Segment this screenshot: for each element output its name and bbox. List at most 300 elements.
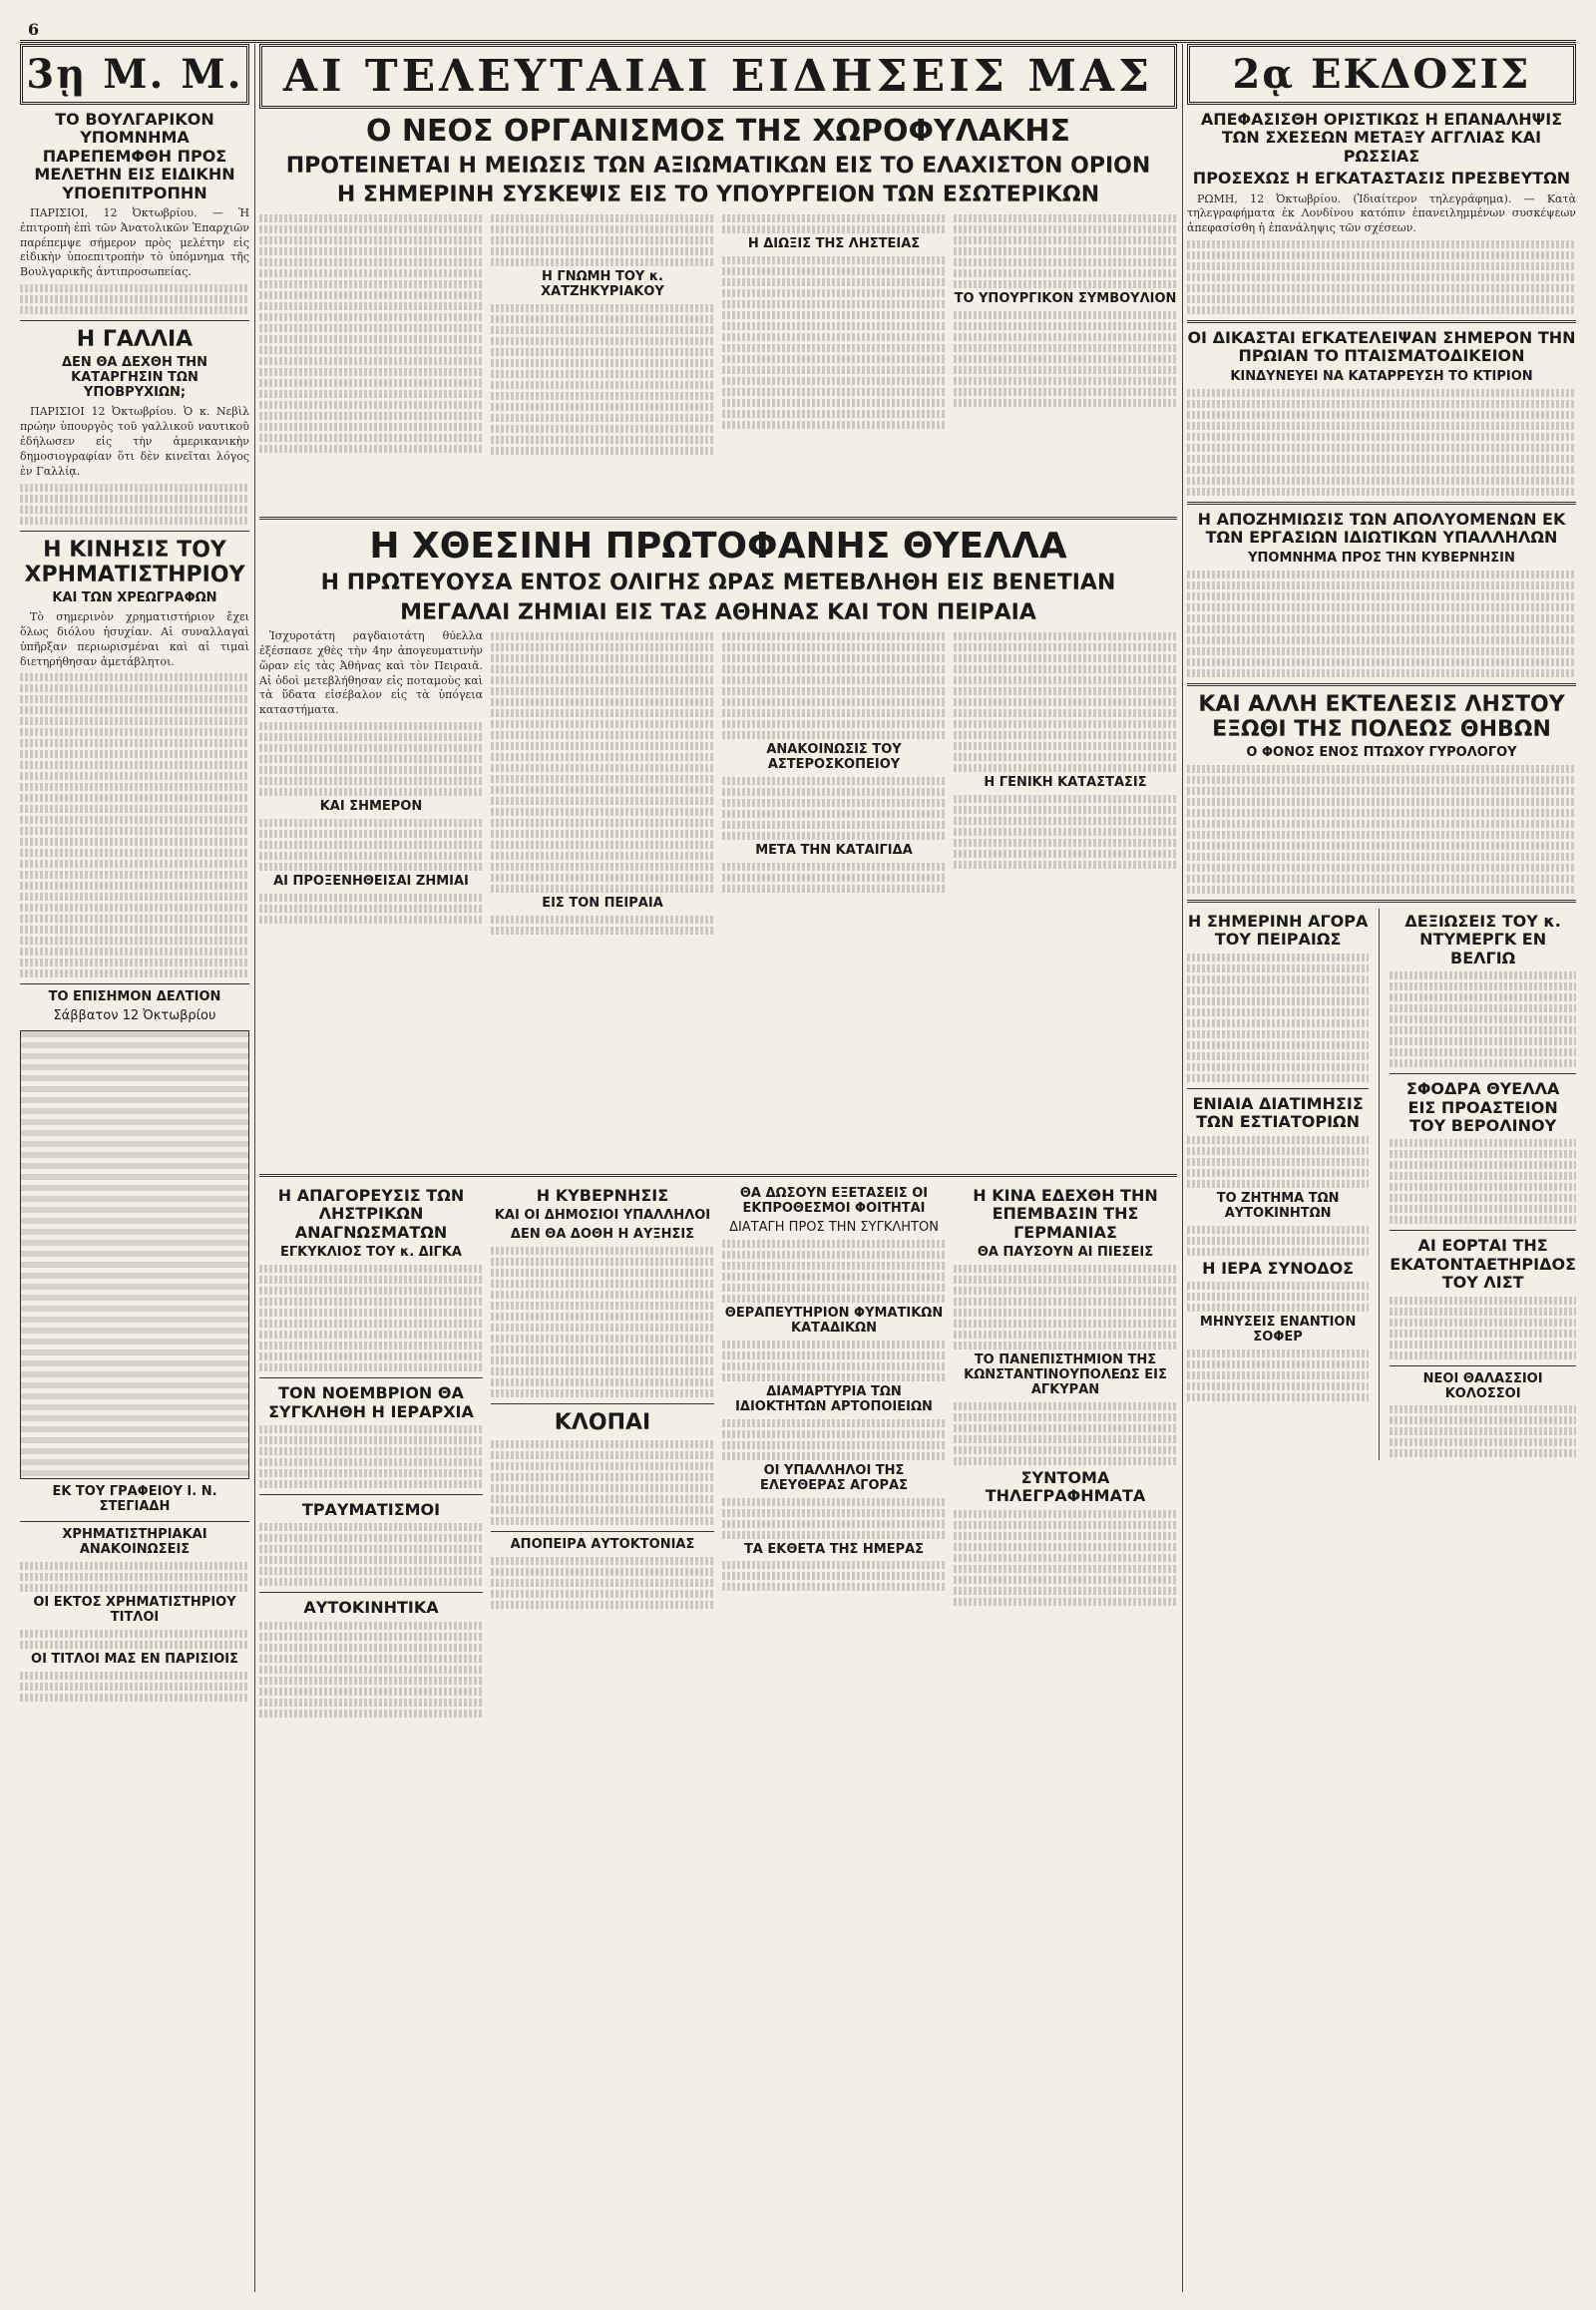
section-subhead: Η ΔΙΩΞΙΣ ΤΗΣ ΛΗΣΤΕΙΑΣ bbox=[747, 236, 921, 252]
text-line bbox=[1187, 1019, 1369, 1027]
article-subheadline: ΔΕΝ ΘΑ ΔΟΘΗ Η ΑΥΞΗΣΙΣ bbox=[510, 1227, 695, 1243]
text-line bbox=[491, 1367, 714, 1375]
text-line bbox=[20, 1641, 249, 1649]
text-line bbox=[259, 302, 483, 310]
text-line bbox=[259, 863, 483, 871]
text-line bbox=[722, 1273, 946, 1281]
text-line bbox=[1390, 1059, 1576, 1067]
text-line bbox=[722, 1441, 946, 1449]
text-line bbox=[20, 506, 249, 514]
text-line bbox=[20, 706, 249, 714]
text-line bbox=[1187, 581, 1576, 589]
text-line bbox=[1187, 647, 1576, 655]
article-headline: ΚΑΙ ΑΛΛΗ ΕΚΤΕΛΕΣΙΣ ΛΗΣΤΟΥ ΕΞΩΘΙ ΤΗΣ ΠΟΛΕΩΣ ΘΗΒΩΝ bbox=[1198, 691, 1565, 742]
section-subhead: Η ΓΝΩΜΗ ΤΟΥ κ. ΧΑΤΖΗΚΥΡΙΑΚΟΥ bbox=[541, 269, 664, 300]
text-line bbox=[1187, 820, 1576, 828]
text-line bbox=[1187, 658, 1576, 666]
text-line bbox=[722, 225, 946, 233]
text-line bbox=[1390, 1048, 1576, 1056]
text-line bbox=[954, 795, 1177, 803]
text-line bbox=[722, 832, 946, 840]
text-line bbox=[954, 850, 1177, 858]
text-line bbox=[259, 852, 483, 860]
text-line bbox=[259, 1287, 483, 1295]
text-line bbox=[259, 1276, 483, 1284]
text-line bbox=[491, 1335, 714, 1343]
text-line bbox=[491, 698, 714, 706]
article-headline: ΑΥΤΟΚΙΝΗΤΙΚΑ bbox=[303, 1598, 439, 1618]
center-masthead: ΑΙ ΤΕΛΕΥΤΑΙΑΙ ΕΙΔΗΣΕΙΣ ΜΑΣ bbox=[259, 44, 1177, 109]
text-line bbox=[954, 1543, 1177, 1551]
text-line bbox=[1187, 603, 1576, 611]
text-line bbox=[722, 214, 946, 222]
text-line bbox=[722, 632, 946, 640]
text-line bbox=[722, 410, 946, 418]
text-line bbox=[1187, 776, 1576, 784]
text-line bbox=[722, 377, 946, 385]
text-line bbox=[491, 841, 714, 849]
text-line bbox=[259, 788, 483, 796]
text-line bbox=[722, 1430, 946, 1438]
storm-article-columns bbox=[259, 629, 1177, 1168]
text-line bbox=[491, 654, 714, 662]
text-line bbox=[1187, 284, 1576, 292]
text-line bbox=[1390, 1139, 1576, 1147]
left-column bbox=[20, 44, 249, 2292]
text-line bbox=[954, 731, 1177, 739]
text-line bbox=[259, 225, 483, 233]
text-line bbox=[722, 821, 946, 829]
text-line bbox=[259, 335, 483, 343]
text-line bbox=[954, 1598, 1177, 1606]
article-subheadline: ΔΕΝ ΘΑ ΔΕΧΘΗ ΤΗΝ ΚΑΤΑΡΓΗΣΙΝ ΤΩΝ ΥΠΟΒΡΥΧΙΩΝ; bbox=[61, 355, 208, 401]
left-masthead: 3ῃ Μ. Μ. bbox=[20, 44, 249, 105]
article-headline: ΤΟ ΒΟΥΛΓΑΡΙΚΟΝ ΥΠΟΜΝΗΜΑ ΠΑΡΕΠΕΜΦΘΗ ΠΡΟΣ ΜΕΛΕΤΗΝ ΕΙΣ ΕΙΔΙΚΗΝ ΥΠΟΕΠΙΤΡΟΠΗΝ bbox=[34, 110, 235, 202]
text-line bbox=[491, 786, 714, 794]
text-line bbox=[954, 764, 1177, 772]
text-line bbox=[491, 1291, 714, 1299]
text-line bbox=[722, 1284, 946, 1292]
text-line bbox=[259, 1699, 483, 1707]
text-line bbox=[259, 841, 483, 849]
text-line bbox=[722, 654, 946, 662]
text-line bbox=[1187, 864, 1576, 872]
text-line bbox=[491, 1568, 714, 1576]
text-line bbox=[491, 764, 714, 772]
text-line bbox=[20, 306, 249, 314]
text-line bbox=[491, 819, 714, 827]
text-line bbox=[954, 355, 1177, 363]
text-line bbox=[259, 1331, 483, 1339]
article-headline: Η ΑΠΑΓΟΡΕΥΣΙΣ ΤΩΝ ΛΗΣΤΡΙΚΩΝ ΑΝΑΓΝΩΣΜΑΤΩΝ bbox=[277, 1186, 465, 1242]
text-line bbox=[491, 1269, 714, 1277]
text-line bbox=[491, 225, 714, 233]
text-line bbox=[954, 806, 1177, 814]
text-line bbox=[722, 1240, 946, 1248]
text-line bbox=[20, 684, 249, 692]
text-line bbox=[1187, 886, 1576, 894]
text-line bbox=[491, 874, 714, 882]
text-line bbox=[954, 709, 1177, 717]
article-body: Τὸ σημερινὸν χρηματιστήριον ἔχει ὅλως διόλου ἡσυχίαν. Αἱ συναλλαγαὶ ὑπῆρξαν περιωρισμέναι καὶ αἱ τιμαὶ διετηρήθησαν ἀμετάβλητοι. bbox=[20, 610, 249, 668]
article-subheadline: ΚΑΙ ΟΙ ΔΗΜΟΣΙΟΙ ΥΠΑΛΛΗΛΟΙ bbox=[494, 1208, 711, 1224]
text-line bbox=[954, 753, 1177, 761]
article-headline: Η ΣΗΜΕΡΙΝΗ ΑΓΟΡΑ ΤΟΥ ΠΕΙΡΑΙΩΣ bbox=[1187, 912, 1369, 950]
text-line bbox=[722, 1498, 946, 1506]
text-line bbox=[20, 772, 249, 780]
text-line bbox=[491, 1484, 714, 1492]
text-line bbox=[954, 1424, 1177, 1432]
article-subheadline: ΔΙΑΤΑΓΗ ΠΡΟΣ ΤΗΝ ΣΥΓΚΛΗΤΟΝ bbox=[729, 1219, 939, 1235]
text-line bbox=[722, 1509, 946, 1517]
text-line bbox=[722, 676, 946, 684]
text-line bbox=[1390, 1015, 1576, 1023]
text-line bbox=[20, 969, 249, 977]
top-rule bbox=[20, 18, 1576, 43]
article-headline: ΟΙ ΔΙΚΑΣΤΑΙ ΕΓΚΑΤΕΛΕΙΨΑΝ ΣΗΜΕΡΟΝ ΤΗΝ ΠΡΩΙΑΝ ΤΟ ΠΤΑΙΣΜΑΤΟΔΙΚΕΙΟΝ bbox=[1187, 328, 1576, 366]
article-headline: ΧΡΗΜΑΤΙΣΤΗΡΙΑΚΑΙ ΑΝΑΚΟΙΝΩΣΕΙΣ bbox=[62, 1527, 207, 1558]
article-headline: ΤΟ ΠΑΝΕΠΙΣΤΗΜΙΟΝ ΤΗΣ ΚΩΝΣΤΑΝΤΙΝΟΥΠΟΛΕΩΣ ΕΙΣ ΑΓΚΥΡΑΝ bbox=[964, 1352, 1167, 1398]
text-line bbox=[722, 1520, 946, 1528]
text-line bbox=[1390, 1194, 1576, 1202]
text-line bbox=[259, 894, 483, 902]
text-line bbox=[722, 799, 946, 807]
text-line bbox=[491, 885, 714, 893]
text-line bbox=[491, 236, 714, 244]
text-line bbox=[491, 326, 714, 334]
text-line bbox=[491, 632, 714, 640]
text-line bbox=[1187, 1382, 1369, 1390]
text-line bbox=[1187, 1371, 1369, 1379]
text-line bbox=[259, 1644, 483, 1652]
text-line bbox=[1390, 982, 1576, 990]
text-line bbox=[722, 1419, 946, 1427]
text-line bbox=[1187, 669, 1576, 677]
article-subheadline: ΘΑ ΠΑΥΣΟΥΝ ΑΙ ΠΙΕΣΕΙΣ bbox=[977, 1245, 1154, 1261]
article-body: ΠΑΡΙΣΙΟΙ 12 Ὀκτωβρίου. Ὁ κ. Νεβὶλ πρώην ὑπουργὸς τοῦ γαλλικοῦ ναυτικοῦ ἐδήλωσεν εἰς τὴν ἀμερικανικὴν δημοσιογραφίαν ὅτι δὲν κινεῖται λόγος ἐν Γαλλίᾳ. bbox=[20, 405, 249, 478]
text-line bbox=[491, 830, 714, 838]
text-line bbox=[259, 269, 483, 277]
text-line bbox=[491, 676, 714, 684]
text-line bbox=[259, 722, 483, 730]
text-line bbox=[1187, 1052, 1369, 1060]
text-line bbox=[491, 775, 714, 783]
text-line bbox=[1187, 1147, 1369, 1155]
text-line bbox=[1187, 1136, 1369, 1144]
text-line bbox=[1187, 466, 1576, 474]
section-subhead: ΜΕΤΑ ΤΗΝ ΚΑΤΑΙΓΙΔΑ bbox=[755, 842, 913, 858]
text-line bbox=[20, 717, 249, 725]
text-line bbox=[1187, 964, 1369, 972]
text-line bbox=[20, 695, 249, 703]
text-line bbox=[491, 1517, 714, 1525]
table-title: ΤΟ ΕΠΙΣΗΜΟΝ ΔΕΛΤΙΟΝ bbox=[48, 989, 221, 1005]
text-line bbox=[954, 643, 1177, 651]
text-line bbox=[20, 893, 249, 901]
text-line bbox=[491, 1506, 714, 1514]
text-line bbox=[259, 755, 483, 763]
text-line bbox=[491, 1324, 714, 1332]
text-line bbox=[259, 1578, 483, 1586]
text-line bbox=[259, 1480, 483, 1488]
text-line bbox=[954, 1342, 1177, 1349]
text-line bbox=[20, 860, 249, 868]
text-line bbox=[1187, 997, 1369, 1005]
article-headline: ΔΕΞΙΩΣΕΙΣ ΤΟΥ κ. ΝΤΥΜΕΡΓΚ ΕΝ ΒΕΛΓΙΩ bbox=[1404, 912, 1561, 967]
text-line bbox=[954, 1402, 1177, 1410]
text-line bbox=[722, 1341, 946, 1348]
text-line bbox=[722, 322, 946, 330]
lead-headline: Ο ΝΕΟΣ ΟΡΓΑΝΙΣΜΟΣ ΤΗΣ ΧΩΡΟΦΥΛΑΚΗΣ bbox=[365, 114, 1070, 149]
text-line bbox=[954, 1587, 1177, 1595]
text-line bbox=[954, 388, 1177, 396]
text-line bbox=[491, 1302, 714, 1310]
article-headline: ΑΠΟΠΕΙΡΑ ΑΥΤΟΚΤΟΝΙΑΣ bbox=[510, 1536, 695, 1552]
article-headline: Η ΚΥΒΕΡΝΗΣΙΣ bbox=[536, 1186, 669, 1206]
text-line bbox=[954, 1457, 1177, 1465]
text-line bbox=[259, 1622, 483, 1630]
article-headline: ΘΕΡΑΠΕΥΤΗΡΙΟΝ ΦΥΜΑΤΙΚΩΝ ΚΑΤΑΔΙΚΩΝ bbox=[724, 1305, 944, 1336]
text-line bbox=[491, 1495, 714, 1503]
text-line bbox=[491, 337, 714, 345]
text-line bbox=[1187, 571, 1576, 578]
text-line bbox=[1187, 433, 1576, 441]
text-line bbox=[491, 863, 714, 871]
article-headline: ΑΠΕΦΑΣΙΣΘΗ ΟΡΙΣΤΙΚΩΣ Η ΕΠΑΝΑΛΗΨΙΣ ΤΩΝ ΣΧΕΣΕΩΝ ΜΕΤΑΞΥ ΑΓΓΛΙΑΣ ΚΑΙ ΡΩΣΣΙΑΣ bbox=[1200, 110, 1563, 166]
text-line bbox=[20, 761, 249, 769]
text-line bbox=[259, 346, 483, 354]
text-line bbox=[1390, 1427, 1576, 1435]
text-line bbox=[722, 709, 946, 717]
text-line bbox=[954, 311, 1177, 319]
text-line bbox=[722, 344, 946, 352]
text-line bbox=[20, 794, 249, 802]
text-line bbox=[954, 269, 1177, 277]
text-line bbox=[1187, 809, 1576, 817]
section-subhead: ΑΝΑΚΟΙΝΩΣΙΣ ΤΟΥ ΑΣΤΕΡΟΣΚΟΠΕΙΟΥ bbox=[766, 742, 902, 773]
text-line bbox=[1390, 1161, 1576, 1169]
text-line bbox=[954, 280, 1177, 288]
text-line bbox=[722, 1251, 946, 1259]
text-line bbox=[259, 247, 483, 255]
right-masthead: 2ᾳ ΕΚΔΟΣΙΣ bbox=[1187, 44, 1576, 105]
text-line bbox=[722, 1561, 946, 1569]
text-line bbox=[259, 236, 483, 244]
text-line bbox=[20, 948, 249, 956]
text-line bbox=[491, 1258, 714, 1266]
text-line bbox=[954, 1309, 1177, 1317]
text-line bbox=[20, 295, 249, 303]
text-line bbox=[491, 720, 714, 728]
text-line bbox=[722, 643, 946, 651]
text-line bbox=[722, 366, 946, 374]
text-line bbox=[954, 665, 1177, 673]
storm-headline: Η ΧΘΕΣΙΝΗ ΠΡΩΤΟΦΑΝΗΣ ΘΥΕΛΛΑ bbox=[369, 526, 1067, 568]
text-line bbox=[954, 1287, 1177, 1295]
text-line bbox=[954, 377, 1177, 385]
text-line bbox=[491, 1451, 714, 1459]
text-line bbox=[20, 1562, 249, 1570]
text-line bbox=[259, 1469, 483, 1477]
text-line bbox=[259, 733, 483, 741]
article-headline: ΘΑ ΔΩΣΟΥΝ ΕΞΕΤΑΣΕΙΣ ΟΙ ΕΚΠΡΟΘΕΣΜΟΙ ΦΟΙΤΗΤΑΙ bbox=[739, 1186, 929, 1217]
text-line bbox=[491, 1378, 714, 1386]
text-line bbox=[1187, 240, 1576, 248]
text-line bbox=[491, 1389, 714, 1397]
text-line bbox=[1187, 842, 1576, 850]
text-line bbox=[722, 874, 946, 882]
text-line bbox=[259, 1298, 483, 1306]
text-line bbox=[1390, 1183, 1576, 1191]
text-line bbox=[20, 484, 249, 492]
text-line bbox=[20, 816, 249, 824]
text-line bbox=[259, 313, 483, 321]
text-line bbox=[259, 280, 483, 288]
text-line bbox=[1187, 295, 1576, 303]
text-line bbox=[1187, 831, 1576, 839]
text-line bbox=[20, 805, 249, 813]
text-line bbox=[954, 1298, 1177, 1306]
article-body: ΠΑΡΙΣΙΟΙ, 12 Ὀκτωβρίου. — Ἡ ἐπιτροπὴ ἐπὶ τῶν Ἀνατολικῶν Ἐπαρχιῶν παρέπεμψε σήμερον πρὸς μελέτην εἰς εἰδικὴν ὑποεπιτροπὴν τὸ ὑπόμνημα τῆς Βουλγαρικῆς ἀντιπροσωπείας. bbox=[20, 205, 249, 279]
text-line bbox=[722, 698, 946, 706]
text-line bbox=[20, 959, 249, 966]
text-line bbox=[491, 447, 714, 455]
right-column bbox=[1187, 44, 1576, 2292]
page-number: 6 bbox=[28, 20, 40, 39]
text-line bbox=[491, 414, 714, 422]
article-headline: ΤΡΑΥΜΑΤΙΣΜΟΙ bbox=[301, 1499, 441, 1519]
text-line bbox=[20, 827, 249, 835]
text-line bbox=[722, 731, 946, 739]
text-line bbox=[259, 777, 483, 785]
text-line bbox=[722, 885, 946, 893]
text-line bbox=[259, 1436, 483, 1444]
text-line bbox=[1187, 400, 1576, 408]
text-line bbox=[722, 289, 946, 297]
text-line bbox=[1187, 798, 1576, 806]
text-line bbox=[954, 654, 1177, 662]
text-line bbox=[722, 1351, 946, 1359]
text-line bbox=[1187, 875, 1576, 883]
text-line bbox=[722, 300, 946, 308]
text-line bbox=[259, 916, 483, 924]
text-line bbox=[491, 403, 714, 411]
text-line bbox=[259, 1666, 483, 1674]
text-line bbox=[259, 1309, 483, 1317]
text-line bbox=[954, 839, 1177, 847]
text-line bbox=[1187, 1349, 1369, 1357]
text-line bbox=[259, 1655, 483, 1663]
text-line bbox=[722, 1531, 946, 1539]
text-line bbox=[259, 830, 483, 838]
column-divider bbox=[254, 44, 255, 2292]
text-line bbox=[1187, 1304, 1369, 1312]
text-line bbox=[491, 247, 714, 255]
text-line bbox=[1390, 1351, 1576, 1359]
text-line bbox=[491, 808, 714, 816]
text-line bbox=[20, 904, 249, 912]
text-line bbox=[259, 1545, 483, 1553]
text-line bbox=[259, 401, 483, 409]
text-line bbox=[1187, 787, 1576, 795]
text-line bbox=[491, 797, 714, 805]
bottom-article-columns bbox=[259, 1183, 1177, 1721]
article-headline: ΤΑ ΕΚΘΕΤΑ ΤΗΣ ΗΜΕΡΑΣ bbox=[743, 1541, 925, 1557]
text-line bbox=[259, 357, 483, 365]
text-line bbox=[259, 423, 483, 431]
text-line bbox=[954, 1521, 1177, 1529]
text-line bbox=[259, 258, 483, 266]
text-line bbox=[20, 871, 249, 879]
text-line bbox=[20, 1584, 249, 1592]
text-line bbox=[259, 1458, 483, 1466]
text-line bbox=[491, 258, 714, 266]
text-line bbox=[259, 1523, 483, 1531]
column-divider bbox=[1182, 44, 1183, 2292]
text-line bbox=[1187, 954, 1369, 962]
text-line bbox=[1390, 1341, 1576, 1348]
text-line bbox=[259, 1342, 483, 1349]
text-line bbox=[259, 1363, 483, 1371]
text-line bbox=[1187, 1226, 1369, 1234]
text-line bbox=[491, 436, 714, 444]
text-line bbox=[722, 1572, 946, 1580]
text-line bbox=[20, 1672, 249, 1680]
text-line bbox=[491, 1473, 714, 1481]
text-line bbox=[1390, 1405, 1576, 1413]
text-line bbox=[722, 399, 946, 407]
section-subhead: ΑΙ ΠΡΟΞΕΝΗΘΕΙΣΑΙ ΖΗΜΙΑΙ bbox=[273, 874, 469, 890]
text-line bbox=[259, 324, 483, 332]
text-line bbox=[491, 304, 714, 312]
text-line bbox=[20, 750, 249, 758]
text-line bbox=[1390, 1205, 1576, 1213]
text-line bbox=[259, 1556, 483, 1564]
text-line bbox=[491, 214, 714, 222]
lead-subheadline: Η ΣΗΜΕΡΙΝΗ ΣΥΣΚΕΨΙΣ ΕΙΣ ΤΟ ΥΠΟΥΡΓΕΙΟΝ ΤΩΝ ΕΣΩΤΕΡΙΚΩΝ bbox=[336, 182, 1100, 207]
text-line bbox=[1187, 1041, 1369, 1049]
text-line bbox=[491, 852, 714, 860]
text-line bbox=[491, 742, 714, 750]
text-line bbox=[954, 333, 1177, 341]
text-line bbox=[491, 1313, 714, 1321]
text-line bbox=[1187, 853, 1576, 861]
text-line bbox=[954, 828, 1177, 836]
text-line bbox=[491, 1601, 714, 1609]
text-line bbox=[1187, 1063, 1369, 1071]
text-line bbox=[954, 1331, 1177, 1339]
text-line bbox=[259, 390, 483, 398]
text-line bbox=[491, 1462, 714, 1470]
text-line bbox=[491, 1247, 714, 1255]
text-line bbox=[1390, 1416, 1576, 1424]
text-line bbox=[20, 673, 249, 681]
text-line bbox=[954, 247, 1177, 255]
text-line bbox=[1390, 1150, 1576, 1158]
text-line bbox=[954, 322, 1177, 330]
text-line bbox=[722, 267, 946, 275]
text-line bbox=[1187, 1237, 1369, 1245]
article-headline: ΔΙΑΜΑΡΤΥΡΙΑ ΤΩΝ ΙΔΙΟΚΤΗΤΩΝ ΑΡΤΟΠΟΙΕΙΩΝ bbox=[735, 1383, 933, 1414]
text-line bbox=[1187, 975, 1369, 983]
text-line bbox=[259, 445, 483, 453]
article-headline: Η ΚΙΝΑ ΕΔΕΧΘΗ ΤΗΝ ΕΠΕΜΒΑΣΙΝ ΤΗΣ ΓΕΡΜΑΝΙΑΣ bbox=[973, 1186, 1158, 1242]
text-line bbox=[1390, 1308, 1576, 1316]
text-line bbox=[954, 817, 1177, 825]
text-line bbox=[491, 687, 714, 695]
text-line bbox=[20, 838, 249, 846]
text-line bbox=[259, 291, 483, 299]
